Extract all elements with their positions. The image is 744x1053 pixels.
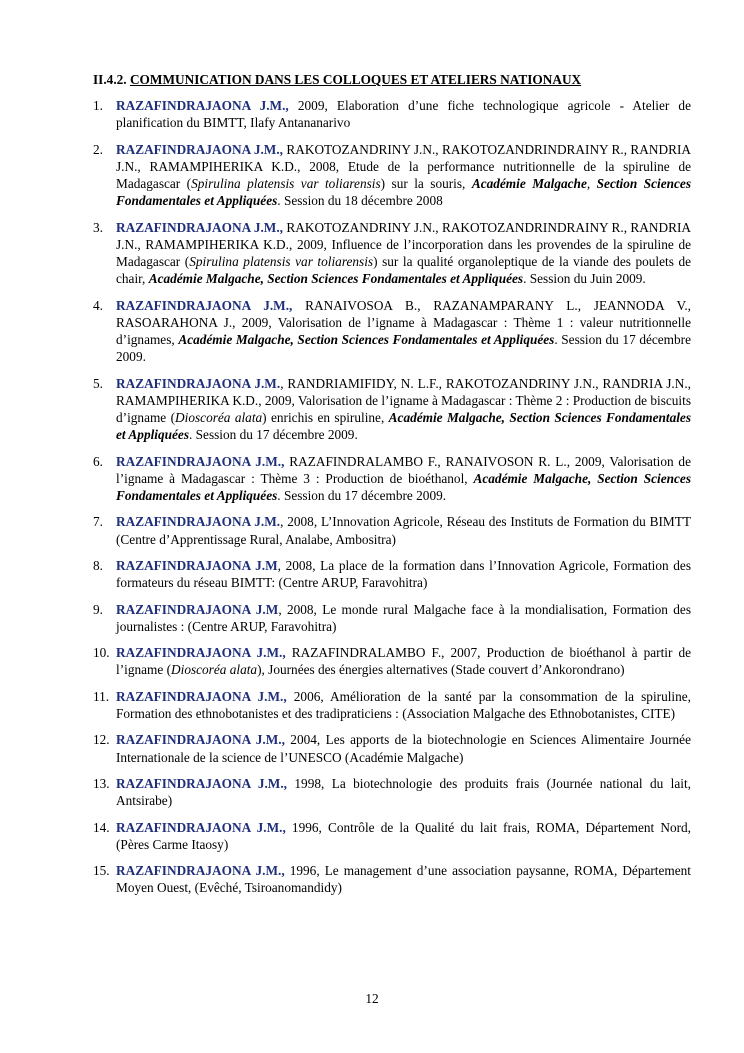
item-author: RAZAFINDRAJAONA J.M., xyxy=(116,219,283,235)
item-author: RAZAFINDRAJAONA J.M. xyxy=(116,514,281,530)
list-item xyxy=(93,688,691,722)
section-heading xyxy=(93,71,693,88)
item-author: RAZAFINDRAJAONA J.M., xyxy=(116,863,285,879)
item-number: 1. xyxy=(93,98,103,113)
item-number: 4. xyxy=(93,297,103,313)
item-text: RAKOTOZANDRINY J.N., RAKOTOZANDRINDRAINY R., RANDRIA J.N., RAMAMPIHERIKA K.D., 2008, Etude de la performance nutritionnelle de la spiruline de Madagascar ( xyxy=(116,141,691,191)
item-author: RAZAFINDRAJAONA J.M., xyxy=(116,775,288,791)
item-text: 2006, Amélioration de la santé par la consommation de la spiruline, Formation des ethnobotanistes et des tradipraticiens : (Association Malgache des Ethnobotanistes, CITE) xyxy=(116,688,691,721)
item-text: 1996, Le management d’une association paysanne, ROMA, Département Moyen Ouest, (Evêché, Tsiroanomandidy) xyxy=(116,863,691,896)
item-author: RAZAFINDRAJAONA J.M. xyxy=(116,375,281,391)
item-author: RAZAFINDRAJAONA J.M xyxy=(116,601,279,617)
page-number: 12 xyxy=(365,991,379,1006)
item-number: 15. xyxy=(93,863,110,879)
item-number: 12. xyxy=(93,732,110,748)
list-item xyxy=(93,453,691,505)
item-number: 9. xyxy=(93,601,103,617)
item-text: , 2008, L’Innovation Agricole, Réseau des Instituts de Formation du BIMTT (Centre d’Apprentissage Rural, Analabe, Ambositra) xyxy=(116,514,692,547)
item-number: 7. xyxy=(93,514,103,530)
list-item xyxy=(93,731,691,765)
item-venue: Académie Malgache xyxy=(471,176,587,191)
list-item xyxy=(93,644,691,678)
item-text: RAKOTOZANDRINY J.N., RAKOTOZANDRINDRAINY R., RANDRIA J.N., RAMAMPIHERIKA K.D., 2009, Influence de l’incorporation dans les provendes de la spiruline de Madagascar ( xyxy=(116,219,691,269)
item-venue: Académie Malgache, Section Sciences Fondamentales et Appliquées xyxy=(148,271,524,287)
item-text: , 2008, Le monde rural Malgache face à la mondialisation, Formation des journalistes : (Centre ARUP, Faravohitra) xyxy=(116,601,692,634)
item-author: RAZAFINDRAJAONA J.M., xyxy=(116,732,285,748)
item-author: RAZAFINDRAJAONA J.M., xyxy=(116,141,283,157)
item-text: RAZAFINDRALAMBO F., RANAIVOSON R. L., 2009, Valorisation de l’igname à Madagascar : Thème 3 : Production de bioéthanol, xyxy=(116,453,691,486)
list-item xyxy=(93,557,691,591)
item-number: 6. xyxy=(93,453,103,469)
item-text: 2004, Les apports de la biotechnologie en Sciences Alimentaire Journée Internationale de la science de l’UNESCO (Académie Malgache) xyxy=(116,732,691,765)
item-species: Spirulina platensis var toliarensis xyxy=(189,254,374,269)
item-venue: Section Sciences Fondamentales et Appliquées xyxy=(116,176,691,209)
item-session: . Session du 18 décembre 2008 xyxy=(277,193,443,209)
item-number: 5. xyxy=(93,375,103,391)
item-text: ) enrichis en spiruline, xyxy=(262,410,389,425)
item-number: 8. xyxy=(93,557,103,573)
item-text: , RANDRIAMIFIDY, N. L.F., RAKOTOZANDRINY J.N., RANDRIA J.N., RAMAMPIHERIKA K.D., 2009, Valorisation de l’igname à Madagascar : Thème 2 : Production de biscuits d’igname ( xyxy=(116,375,691,425)
item-text: ) sur la souris, xyxy=(380,176,472,191)
item-author: RAZAFINDRAJAONA J.M xyxy=(116,557,278,573)
item-species: Spirulina platensis var toliarensis xyxy=(191,176,381,191)
item-text: RAZAFINDRALAMBO F., 2007, Production de bioéthanol à partir de l’igname ( xyxy=(116,645,691,678)
item-session: . Session du 17 décembre 2009. xyxy=(189,427,358,443)
item-text: ) sur la qualité organoleptique de la viande des poulets de chair, xyxy=(116,254,691,287)
item-text: 2009, Elaboration d’une fiche technologique agricole - Atelier de planification du BIMTT, Ilafy Antananarivo xyxy=(116,98,691,131)
list-item xyxy=(93,775,691,809)
item-text: , xyxy=(586,176,597,191)
communication-list xyxy=(93,97,691,906)
list-item xyxy=(93,219,691,288)
item-text: 1996, Contrôle de la Qualité du lait frais, ROMA, Département Nord, (Pères Carme Itaosy) xyxy=(116,819,691,852)
item-text: RANAIVOSOA B., RAZANAMPARANY L., JEANNODA V., RASOARAHONA J., 2009, Valorisation de l’igname à Madagascar : Thème 1 : valeur nutritionnelle d’ignames, xyxy=(116,297,691,347)
item-text: ), Journées des énergies alternatives (Stade couvert d’Ankorondrano) xyxy=(257,662,625,678)
item-venue: Académie Malgache, Section Sciences Fondamentales et Appliquées xyxy=(178,332,555,347)
item-author: RAZAFINDRAJAONA J.M., xyxy=(116,819,286,835)
item-number: 2. xyxy=(93,141,103,157)
item-session: . Session du Juin 2009. xyxy=(523,271,646,287)
list-item xyxy=(93,513,691,547)
item-number: 13. xyxy=(93,775,110,791)
list-item xyxy=(93,97,691,131)
item-number: 14. xyxy=(93,819,110,835)
item-species: Dioscoréa alata xyxy=(175,410,263,425)
item-text: 1998, La biotechnologie des produits frais (Journée national du lait, Antsirabe) xyxy=(116,775,691,809)
item-venue: Académie Malgache, Section Sciences Fondamentales et Appliquées xyxy=(116,470,691,503)
item-session: . Session du 17 décembre 2009. xyxy=(277,488,447,503)
list-item xyxy=(93,297,691,366)
list-item xyxy=(93,375,691,444)
list-item xyxy=(93,819,691,853)
item-author: RAZAFINDRAJAONA J.M., xyxy=(116,297,293,313)
list-item xyxy=(93,862,691,896)
item-author: RAZAFINDRAJAONA J.M., xyxy=(116,98,289,113)
item-text: , 2008, La place de la formation dans l’Innovation Agricole, Formation des formateurs du réseau BIMTT: (Centre ARUP, Faravohitra) xyxy=(116,557,691,591)
item-author: RAZAFINDRAJAONA J.M., xyxy=(116,688,287,704)
item-author: RAZAFINDRAJAONA J.M., xyxy=(116,645,286,661)
section-title: COMMUNICATION DANS LES COLLOQUES ET ATELIERS NATIONAUX xyxy=(129,72,582,87)
item-number: 3. xyxy=(93,219,103,235)
section-number: II.4.2. xyxy=(93,72,127,87)
item-number: 11. xyxy=(93,688,110,704)
item-number: 10. xyxy=(93,645,110,661)
item-session: . Session du 17 décembre 2009. xyxy=(116,332,691,365)
item-author: RAZAFINDRAJAONA J.M., xyxy=(116,453,285,469)
list-item xyxy=(93,601,691,635)
item-venue: Académie Malgache, Section Sciences Fondamentales et Appliquées xyxy=(116,410,691,443)
list-item xyxy=(93,141,691,210)
item-species: Dioscoréa alata xyxy=(171,662,258,678)
